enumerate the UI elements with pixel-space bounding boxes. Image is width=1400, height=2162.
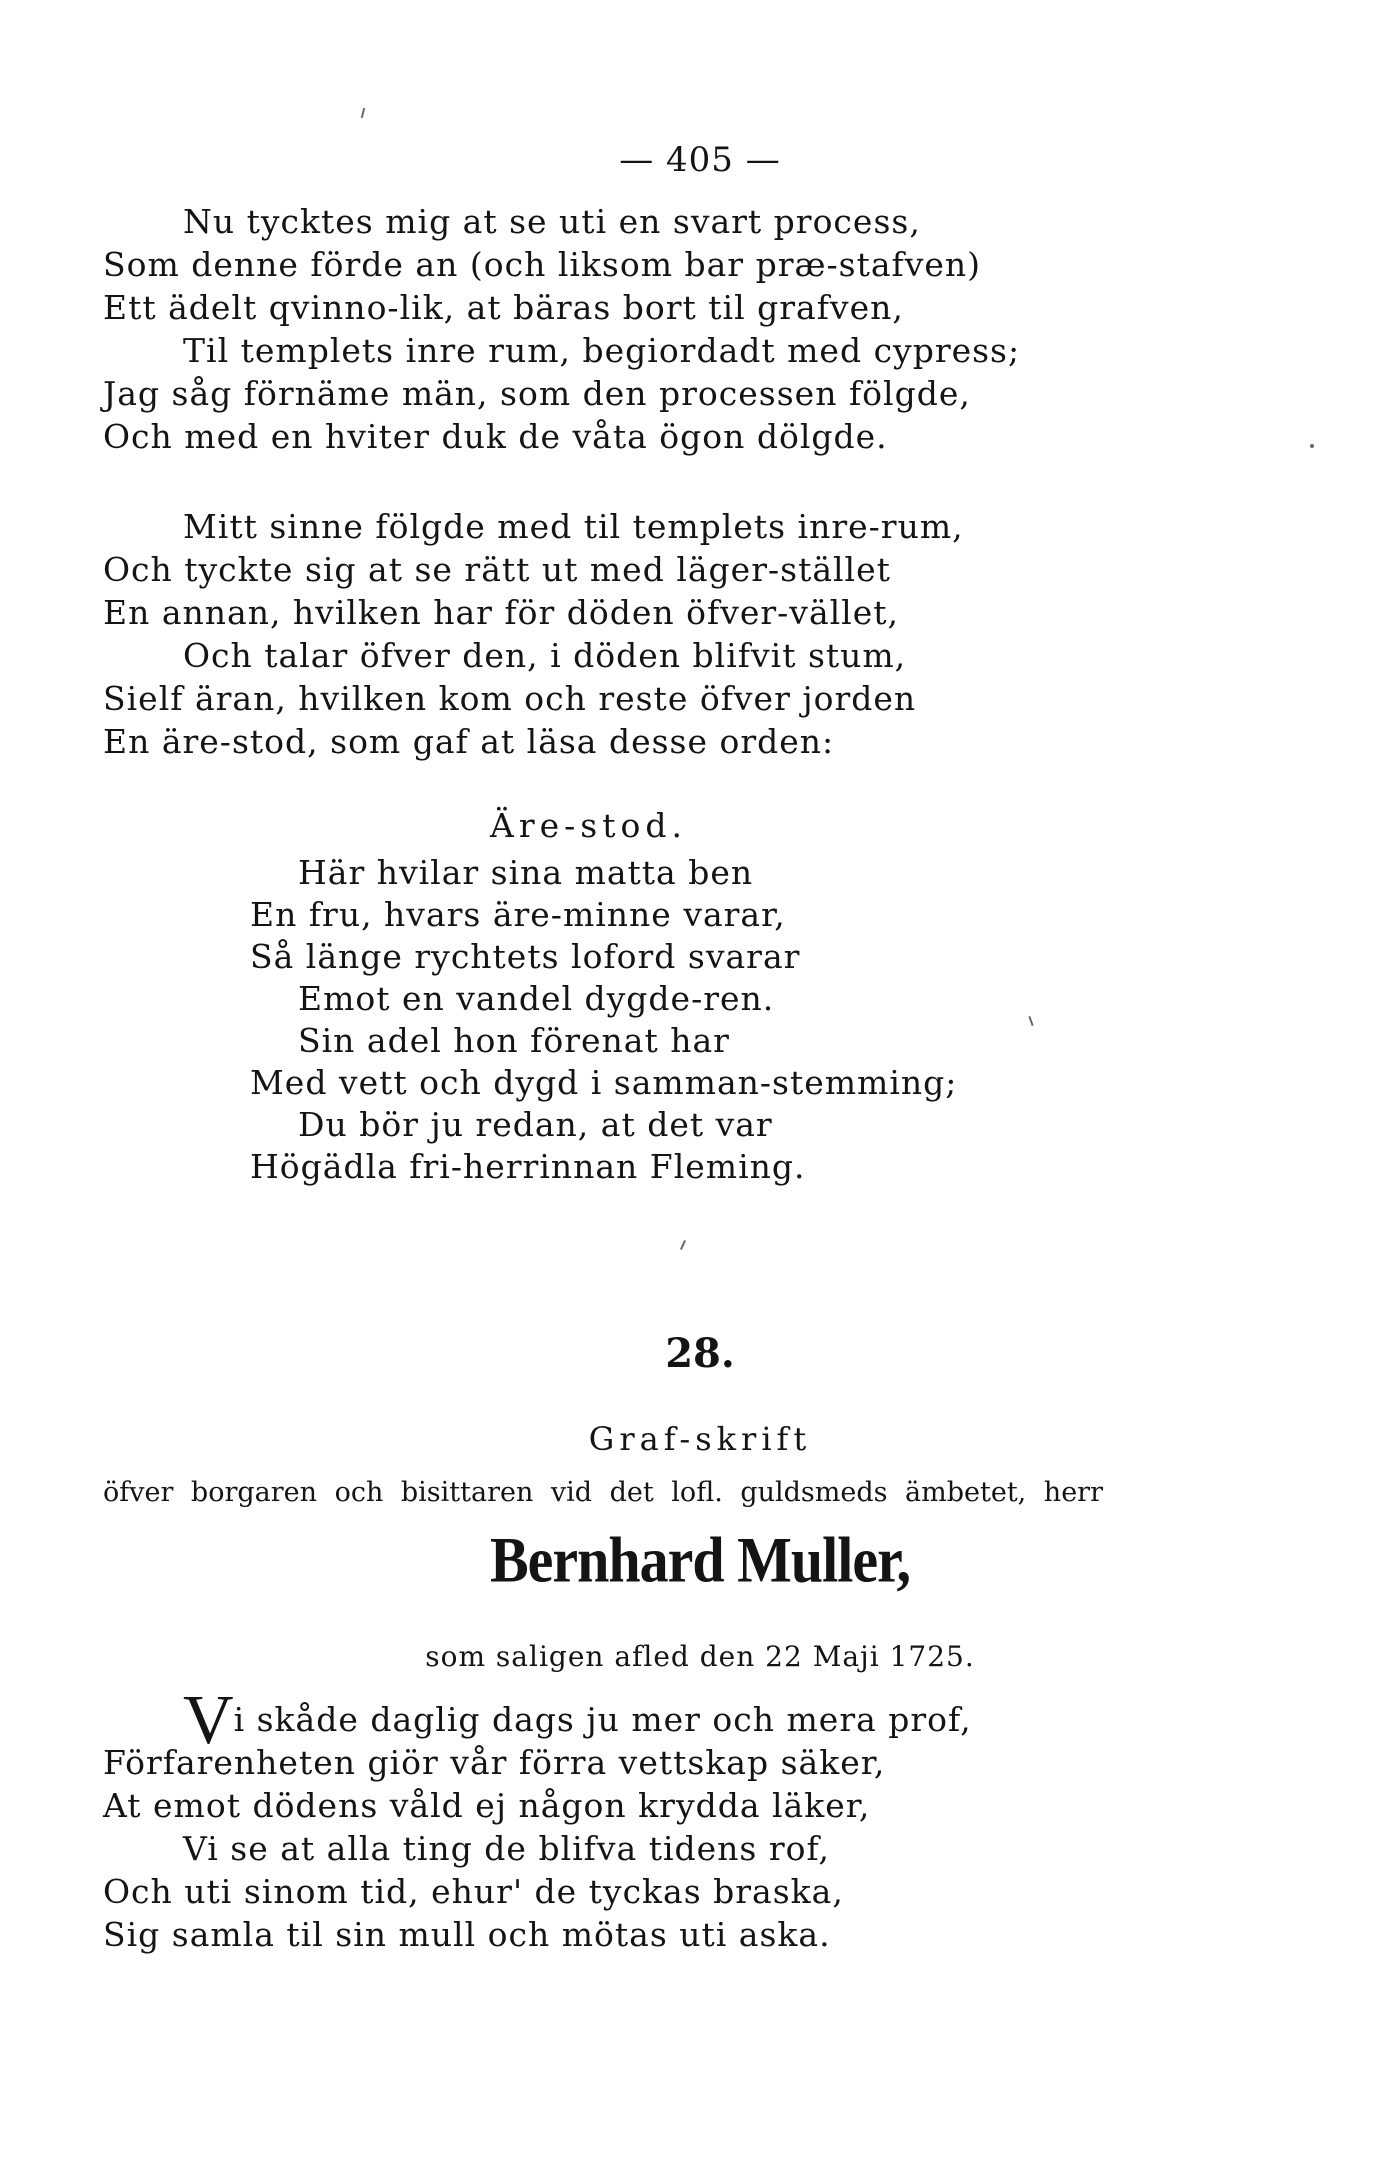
stanza-2	[103, 505, 964, 763]
verse-line: Til templets inre rum, begiordadt med cypress;	[183, 331, 1021, 370]
print-blemish	[680, 1240, 686, 1250]
verse-line: Med vett och dygd i samman-stemming;	[250, 1063, 958, 1102]
inscription-title: Äre-stod.	[490, 806, 687, 845]
verse-line: Och uti sinom tid, ehur' de tyckas braska,	[103, 1872, 844, 1911]
first-line-text: i skåde daglig dags ju mer och mera prof,	[233, 1700, 972, 1739]
verse-line: Som denne förde an (och liksom bar præ-stafven)	[103, 245, 982, 284]
verse-line: Ett ädelt qvinno-lik, at bäras bort til grafven,	[103, 288, 904, 327]
verse-line: En äre-stod, som gaf at läsa desse orden:	[103, 722, 835, 761]
verse-line: Nu tycktes mig at se uti en svart process,	[183, 202, 921, 241]
verse-line: Mitt sinne fölgde med til templets inre-rum,	[183, 507, 964, 546]
page-number: — 405 —	[619, 140, 781, 180]
dedication: öfver borgaren och bisittaren vid det lofl. guldsmeds ämbetet, herr	[103, 1477, 1103, 1508]
section-number: 28.	[665, 1330, 735, 1377]
verse-line: Sielf äran, hvilken kom och reste öfver jorden	[103, 679, 917, 718]
verse-line: Sin adel hon förenat har	[298, 1021, 730, 1060]
verse-line: Och med en hviter duk de våta ögon dölgde.	[103, 417, 888, 456]
section-title: Graf-skrift	[588, 1420, 812, 1458]
verse-line	[103, 1682, 972, 1759]
verse-line: Här hvilar sina matta ben	[298, 853, 754, 892]
verse-line: Emot en vandel dygde-ren.	[298, 979, 775, 1018]
drop-cap: V	[183, 1682, 234, 1759]
verse-line: Förfarenheten giör vår förra vettskap säker,	[103, 1743, 886, 1782]
verse-line: At emot dödens våld ej någon krydda läker,	[103, 1786, 871, 1825]
verse-line: Du bör ju redan, at det var	[298, 1105, 773, 1144]
verse-line: Och tyckte sig at se rätt ut med läger-stället	[103, 550, 891, 589]
verse-line: En fru, hvars äre-minne varar,	[250, 895, 786, 934]
verse-line: Och talar öfver den, i döden blifvit stum,	[183, 636, 907, 675]
stanza-1	[103, 200, 1020, 458]
stanza-3	[103, 1682, 972, 1956]
verse-line: Så länge rychtets loford svarar	[250, 937, 801, 976]
verse-line: Vi se at alla ting de blifva tidens rof,	[183, 1829, 831, 1868]
verse-line: Sig samla til sin mull och mötas uti aska.	[103, 1915, 831, 1954]
name-heading: Bernhard Muller,	[489, 1523, 911, 1596]
verse-line: Högädla fri-herrinnan Fleming.	[250, 1147, 806, 1186]
verse-line: En annan, hvilken har för döden öfver-vället,	[103, 593, 900, 632]
print-blemish	[1028, 1016, 1033, 1026]
death-date: som saligen afled den 22 Maji 1725.	[425, 1640, 975, 1673]
inscription	[250, 852, 957, 1188]
verse-line: Jag såg förnäme män, som den processen fölgde,	[103, 374, 971, 413]
print-blemish	[361, 108, 366, 118]
print-blemish	[1310, 444, 1314, 448]
